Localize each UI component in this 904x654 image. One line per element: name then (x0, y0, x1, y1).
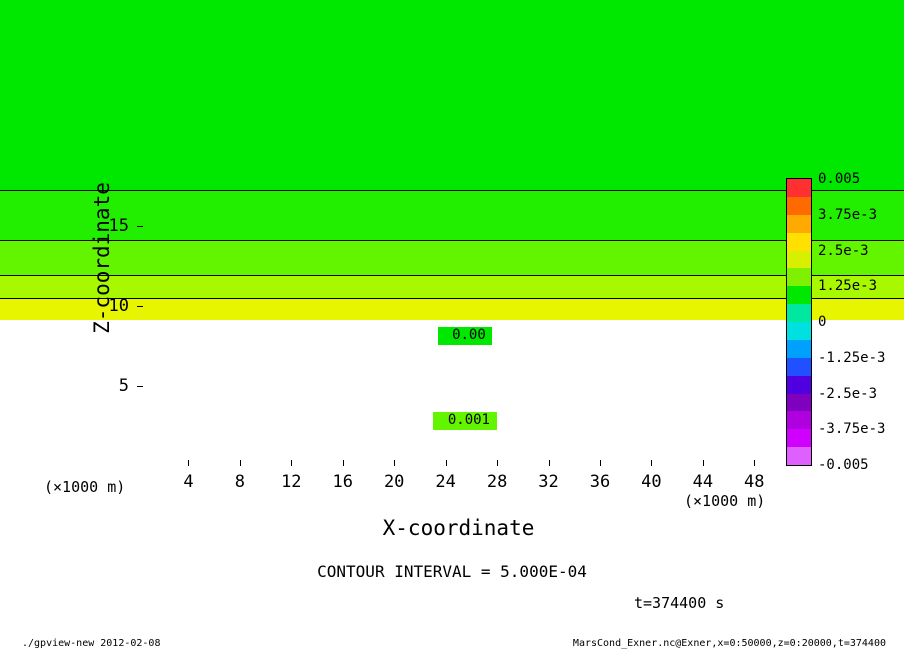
x-tick-mark (703, 460, 704, 466)
colorbar-segment (787, 394, 811, 412)
x-tick-label: 12 (281, 472, 302, 492)
time-annotation: t=374400 s (634, 594, 725, 612)
colorbar-segment (787, 286, 811, 304)
x-tick-mark (651, 460, 652, 466)
x-tick-label: 16 (332, 472, 353, 492)
colorbar-segment (787, 322, 811, 340)
y-tick-mark (137, 386, 143, 387)
x-tick-mark (188, 460, 189, 466)
contour-label: 0.00 (452, 327, 486, 344)
colorbar-segment (787, 447, 811, 465)
x-tick-label: 48 (744, 472, 765, 492)
footer-right-text: MarsCond_Exner.nc@Exner,x=0:50000,z=0:20000,t=374400 (572, 638, 886, 649)
x-axis-unit: (×1000 m) (684, 492, 766, 510)
x-tick-label: 44 (692, 472, 714, 492)
colorbar-segment (787, 429, 811, 447)
y-tick-label: 10 (108, 296, 129, 316)
colorbar-segment (787, 411, 811, 429)
contour-interval-text: CONTOUR INTERVAL = 5.000E-04 (317, 562, 587, 581)
colorbar-segment (787, 376, 811, 394)
y-axis-label: Z-coordinate (90, 182, 114, 334)
colorbar-segment (787, 233, 811, 251)
colorbar-segment (787, 251, 811, 269)
colorbar-segment (787, 268, 811, 286)
colorbar-segment (787, 340, 811, 358)
x-tick-mark (600, 460, 601, 466)
x-tick-mark (240, 460, 241, 466)
x-tick-mark (394, 460, 395, 466)
x-tick-label: 40 (641, 472, 662, 492)
contour-label: 0.001 (447, 412, 490, 429)
x-tick-mark (291, 460, 292, 466)
colorbar-segment (787, 358, 811, 376)
colorbar-segment (787, 179, 811, 197)
x-tick-mark (343, 460, 344, 466)
x-tick-mark (754, 460, 755, 466)
x-tick-mark (549, 460, 550, 466)
colorbar-segment (787, 215, 811, 233)
x-tick-label: 32 (538, 472, 559, 492)
x-axis-label: X-coordinate (382, 516, 535, 540)
colorbar-tick-label: 3.75e-3 (818, 206, 878, 223)
colorbar-tick-label: -1.25e-3 (818, 349, 886, 366)
colorbar-segment (787, 197, 811, 215)
x-tick-mark (446, 460, 447, 466)
colorbar-segment (787, 304, 811, 322)
y-tick-mark (137, 226, 143, 227)
colorbar-tick-label: -2.5e-3 (818, 385, 878, 402)
y-axis-unit: (×1000 m) (44, 478, 126, 496)
x-tick-label: 8 (234, 472, 245, 492)
colorbar-tick-label: 0.005 (818, 171, 861, 187)
colorbar-tick-label: 2.5e-3 (818, 242, 869, 259)
x-tick-mark (497, 460, 498, 466)
colorbar-tick-label: -0.005 (818, 457, 869, 473)
y-tick-label: 15 (108, 216, 129, 236)
y-tick-label: 5 (118, 376, 129, 396)
colorbar-tick-label: -3.75e-3 (818, 421, 886, 438)
footer-left-text: ./gpview-new 2012-02-08 (22, 638, 161, 649)
y-tick-mark (137, 306, 143, 307)
colorbar (786, 178, 812, 466)
colorbar-tick-label: 1.25e-3 (818, 278, 878, 295)
x-tick-label: 4 (183, 472, 194, 492)
x-tick-label: 36 (589, 472, 611, 492)
x-tick-label: 24 (435, 472, 456, 492)
x-tick-label: 20 (383, 472, 405, 492)
colorbar-tick-label: 0 (818, 314, 827, 330)
x-tick-label: 28 (486, 472, 508, 492)
